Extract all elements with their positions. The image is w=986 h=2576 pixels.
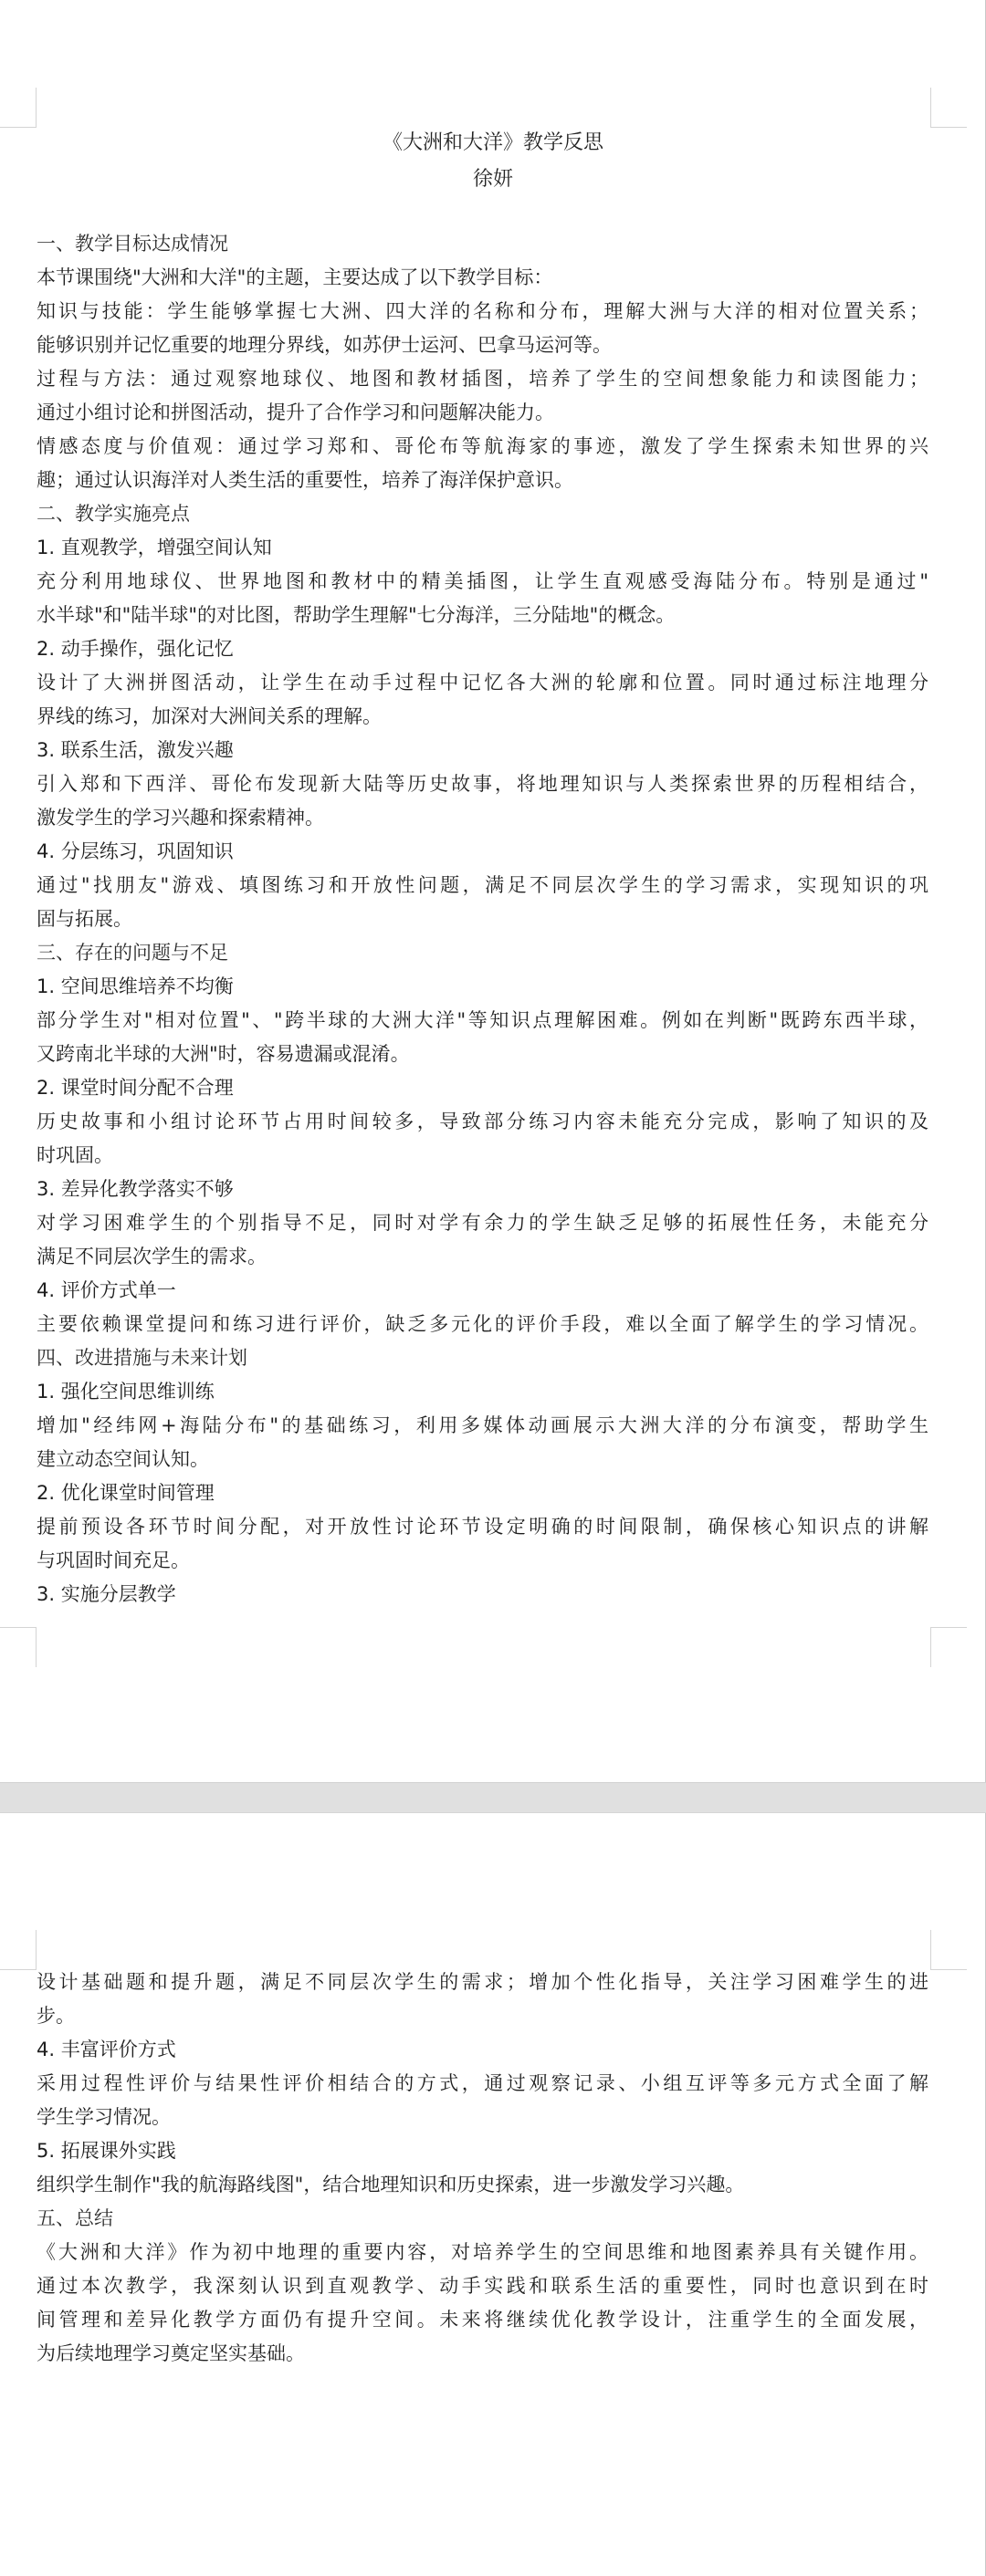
subsection-heading: 4. 评价方式单一 [37,1279,176,1301]
margin-mark-top-right [930,1930,967,1970]
page-1-body [37,227,928,1611]
subsection-heading: 2. 优化课堂时间管理 [37,1482,215,1504]
subsection-heading: 2. 动手操作，强化记忆 [37,638,234,660]
paragraph-line: 知识与技能：学生能够掌握七大洲、四大洋的名称和分布，理解大洲与大洋的相对位置关系； [37,300,928,322]
paragraph-line: 充分利用地球仪、世界地图和教材中的精美插图，让学生直观感受海陆分布。特别是通过" [37,570,928,592]
paragraph-line: 历史故事和小组讨论环节占用时间较多，导致部分练习内容未能充分完成，影响了知识的及 [37,1111,928,1132]
paragraph-line: 能够识别并记忆重要的地理分界线，如苏伊士运河、巴拿马运河等。 [37,334,612,356]
paragraph-line: 主要依赖课堂提问和练习进行评价，缺乏多元化的评价手段，难以全面了解学生的学习情况。 [37,1313,928,1335]
document-title: 《大洲和大洋》教学反思 [382,131,603,154]
subsection-heading: 4. 分层练习，巩固知识 [37,840,234,862]
subsection-heading: 1. 直观教学，增强空间认知 [37,537,272,558]
margin-mark-bottom-left [0,1627,37,1667]
page-2-body [37,1966,928,2371]
margin-mark-top-left [0,1930,37,1970]
paragraph-line: 《大洲和大洋》作为初中地理的重要内容，对培养学生的空间思维和地图素养具有关键作用。 [37,2241,928,2263]
subsection-heading: 3. 差异化教学落实不够 [37,1178,234,1200]
subsection-heading: 4. 丰富评价方式 [37,2039,176,2060]
subsection-heading: 1. 空间思维培养不均衡 [37,975,234,997]
paragraph-line: 设计了大洲拼图活动，让学生在动手过程中记忆各大洲的轮廓和位置。同时通过标注地理分 [37,672,928,694]
subsection-heading: 1. 强化空间思维训练 [37,1381,215,1403]
paragraph-line: 通过小组讨论和拼图活动，提升了合作学习和问题解决能力。 [37,402,554,423]
paragraph-line: 水半球"和"陆半球"的对比图，帮助学生理解"七分海洋，三分陆地"的概念。 [37,604,676,626]
paragraph-line: 学生学习情况。 [37,2106,171,2128]
paragraph-line: 步。 [37,2005,75,2027]
paragraph-line: 趣；通过认识海洋对人类生活的重要性，培养了海洋保护意识。 [37,469,573,491]
paragraph-line: 采用过程性评价与结果性评价相结合的方式，通过观察记录、小组互评等多元方式全面了解 [37,2072,928,2094]
paragraph-line: 又跨南北半球的大洲"时，容易遗漏或混淆。 [37,1043,410,1065]
subsection-heading: 3. 实施分层教学 [37,1583,176,1605]
paragraph-line: 为后续地理学习奠定坚实基础。 [37,2342,305,2364]
subsection-heading: 3. 联系生活，激发兴趣 [37,739,234,761]
paragraph-line: 引入郑和下西洋、哥伦布发现新大陆等历史故事，将地理知识与人类探索世界的历程相结合， [37,773,928,795]
section-heading: 二、教学实施亮点 [37,503,190,525]
paragraph-line: 激发学生的学习兴趣和探索精神。 [37,807,324,829]
paragraph-line: 提前预设各环节时间分配，对开放性讨论环节设定明确的时间限制，确保核心知识点的讲解 [37,1516,928,1538]
document-page-2 [0,1813,985,2576]
paragraph-line: 对学习困难学生的个别指导不足，同时对学有余力的学生缺乏足够的拓展性任务，未能充分 [37,1212,928,1234]
section-heading: 一、教学目标达成情况 [37,233,228,255]
paragraph-line: 过程与方法：通过观察地球仪、地图和教材插图，培养了学生的空间想象能力和读图能力； [37,368,928,390]
section-heading: 五、总结 [37,2207,113,2229]
paragraph-line: 建立动态空间认知。 [37,1448,209,1470]
paragraph-line: 增加"经纬网+海陆分布"的基础练习，利用多媒体动画展示大洲大洋的分布演变，帮助学生 [37,1414,928,1436]
subsection-heading: 5. 拓展课外实践 [37,2140,176,2162]
paragraph-line: 本节课围绕"大洲和大洋"的主题，主要达成了以下教学目标： [37,266,553,288]
paragraph-line: 情感态度与价值观：通过学习郑和、哥伦布等航海家的事迹，激发了学生探索未知世界的兴 [37,435,928,457]
paragraph-line: 界线的练习，加深对大洲间关系的理解。 [37,705,382,727]
section-heading: 四、改进措施与未来计划 [37,1347,247,1369]
paragraph-line: 通过本次教学，我深刻认识到直观教学、动手实践和联系生活的重要性，同时也意识到在时 [37,2275,928,2297]
margin-mark-top-left [0,88,37,128]
subsection-heading: 2. 课堂时间分配不合理 [37,1077,234,1099]
section-heading: 三、存在的问题与不足 [37,942,228,964]
document-author: 徐妍 [472,168,513,191]
paragraph-line: 满足不同层次学生的需求。 [37,1246,267,1267]
paragraph-line: 时巩固。 [37,1144,113,1166]
paragraph-line: 固与拓展。 [37,908,132,930]
paragraph-line: 设计基础题和提升题，满足不同层次学生的需求；增加个性化指导，关注学习困难学生的进 [37,1971,928,1993]
paragraph-line: 与巩固时间充足。 [37,1549,190,1571]
paragraph-line: 通过"找朋友"游戏、填图练习和开放性问题，满足不同层次学生的学习需求，实现知识的巩 [37,874,928,896]
paragraph-line: 组织学生制作"我的航海路线图"，结合地理知识和历史探索，进一步激发学习兴趣。 [37,2174,745,2195]
page-break-gap [0,1782,986,1813]
paragraph-line: 间管理和差异化教学方面仍有提升空间。未来将继续优化教学设计，注重学生的全面发展， [37,2309,928,2331]
paragraph-line: 部分学生对"相对位置"、"跨半球的大洲大洋"等知识点理解困难。例如在判断"既跨东西半球， [37,1009,928,1031]
margin-mark-bottom-right [930,1627,967,1667]
margin-mark-top-right [930,88,967,128]
